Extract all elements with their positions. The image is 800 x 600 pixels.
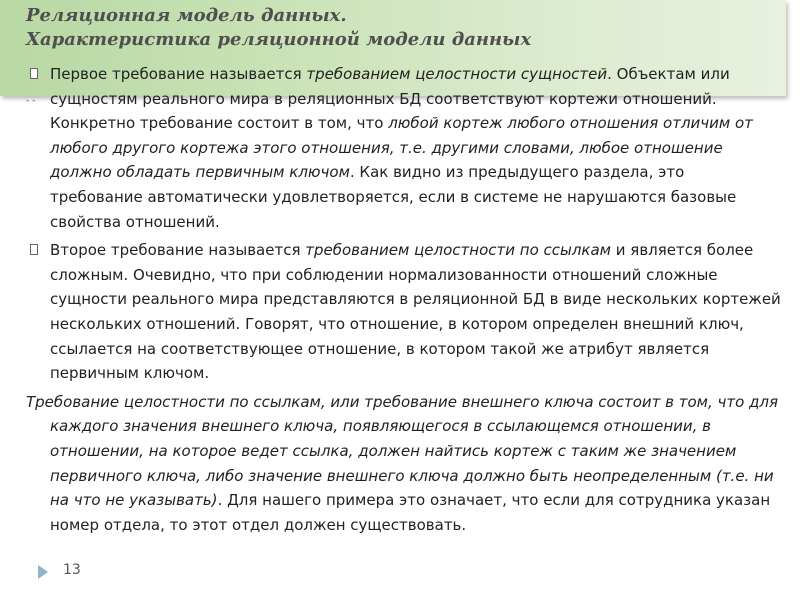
band-marker: - - bbox=[26, 96, 36, 106]
slide-title-line-2: Характеристика реляционной модели данных bbox=[26, 29, 532, 50]
slide-title bbox=[26, 4, 531, 52]
foreign-key-paragraph bbox=[26, 390, 781, 538]
page-number: 13 bbox=[63, 562, 81, 578]
bullet-emphasis: любой кортеж любого отношения отличим от любого другого кортежа этого отношения, т.е. другими словами, любое отношение должно обладать первичным ключом bbox=[50, 114, 753, 182]
bullet-emphasis: требованием целостности по ссылкам bbox=[305, 241, 612, 260]
slide-content bbox=[26, 62, 781, 537]
bullet-text: . Как видно из предыдущего раздела, это требование автоматически удовлетворяется, если в системе не нарушаются базовые свойства отношений. bbox=[50, 163, 737, 231]
square-bullet-icon bbox=[30, 244, 38, 255]
bullet-text: Второе требование называется bbox=[50, 241, 306, 260]
bullet-emphasis: требованием целостности сущностей bbox=[306, 65, 608, 83]
bullet-text: Первое требование называется bbox=[50, 65, 307, 83]
bullet-text: и является более сложным. Очевидно, что при соблюдении нормализованности отношений сложные сущности реального мира представляются в реляционной БД в виде нескольких кортежей нескольких отношений. Говорят, что отношение, в котором определен внешний ключ, ссылается на соответствующее отношение, в котором такой же атрибут является первичным ключом. bbox=[50, 241, 781, 383]
paragraph-text: . Для нашего примера это означает, что если для сотрудника указан номер отдела, то этот отдел должен существовать. bbox=[50, 491, 771, 534]
bullet-referential-integrity bbox=[26, 238, 781, 386]
paragraph-emphasis: Требование целостности по ссылкам, или требование внешнего ключа состоит в том, что для каждого значения внешнего ключа, появляющегося в ссылающемся отношении, в отношении, на которое ведет ссылка, должен найтись кортеж с таким же значением первичного ключа, либо значение внешнего ключа должно быть неопределенным (т.е. ни на что не указывать) bbox=[26, 392, 779, 510]
square-bullet-icon bbox=[30, 68, 38, 79]
triangle-right-icon bbox=[38, 565, 48, 579]
slide-title-line-1: Реляционная модель данных. bbox=[26, 5, 347, 26]
bullet-entity-integrity bbox=[26, 62, 781, 234]
bullet-text: . Объектам или сущностям реального мира в реляционных БД соответствуют кортежи отношений. Конкретно требование состоит в том, что bbox=[50, 65, 730, 133]
